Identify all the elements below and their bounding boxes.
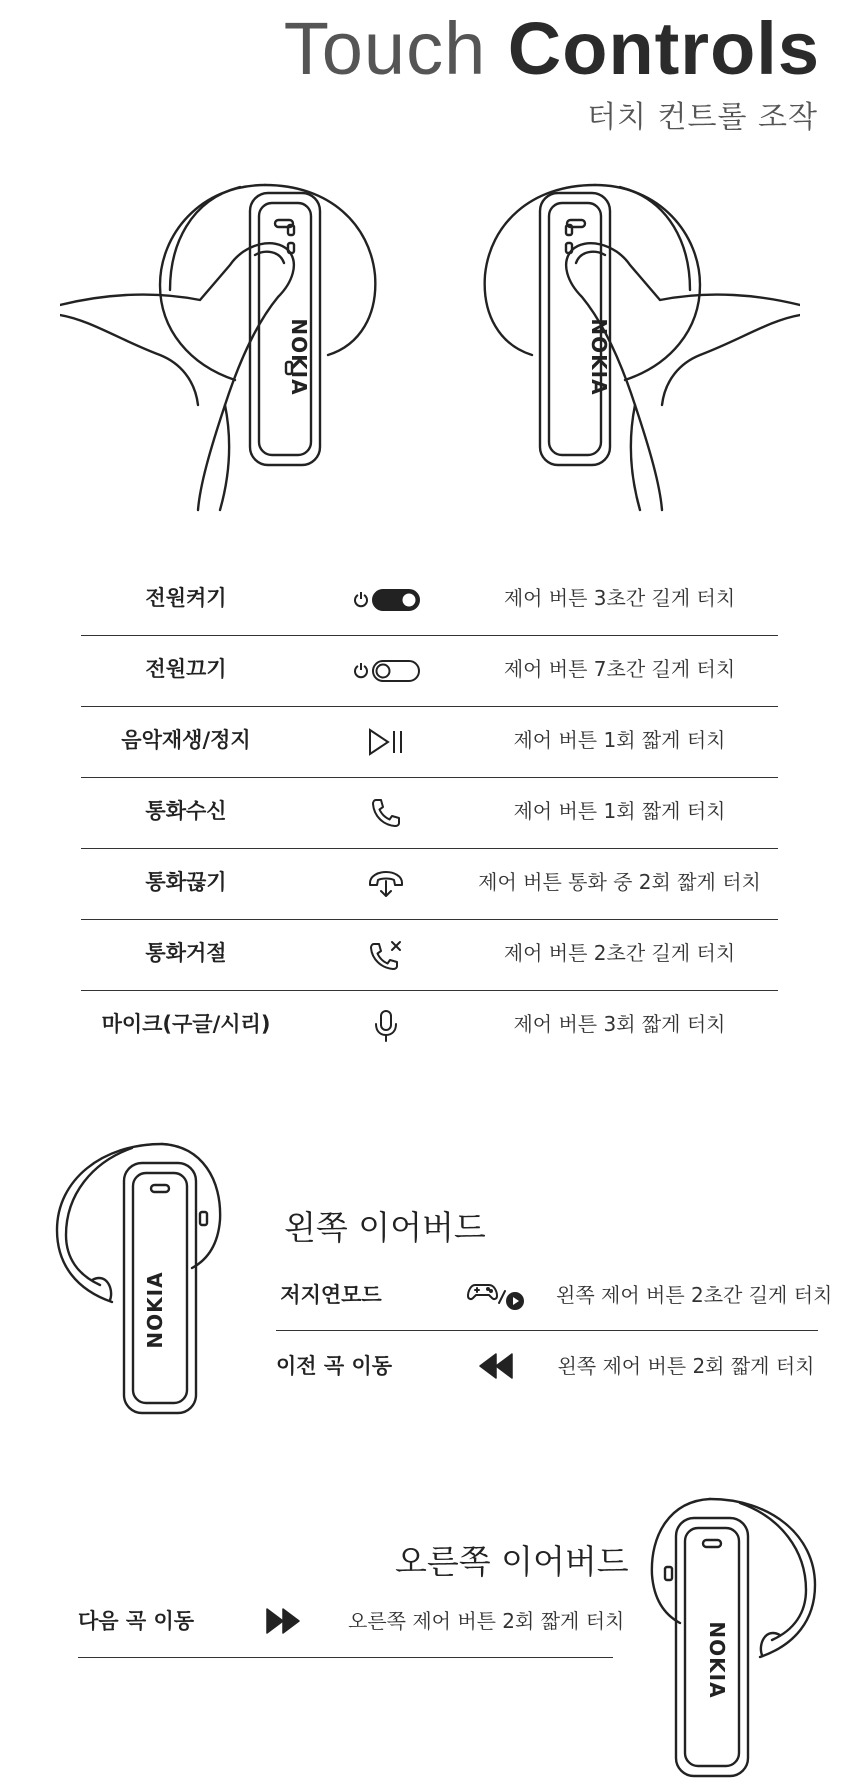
- table-row: [81, 565, 778, 636]
- control-name: 통화끊기: [145, 870, 227, 894]
- controls-table: [81, 565, 778, 1061]
- title-bold: Controls: [507, 7, 820, 90]
- title-light: Touch: [283, 7, 487, 90]
- control-name: 통화거절: [145, 941, 227, 965]
- left-earbud-hero: [60, 185, 375, 510]
- control-desc: 제어 버튼 통화 중 2회 짧게 터치: [478, 870, 761, 894]
- control-name: 전원끄기: [145, 657, 227, 681]
- left-hero-logo: NOKIA: [287, 318, 311, 396]
- table-row: [276, 1331, 816, 1401]
- control-desc: 제어 버튼 1회 짧게 터치: [513, 728, 726, 752]
- control-name: 저지연모드: [280, 1283, 382, 1307]
- table-row: [78, 1586, 625, 1656]
- table-row: [81, 920, 778, 991]
- fast-forward-icon: [248, 1586, 318, 1656]
- control-desc: 제어 버튼 2초간 길게 터치: [503, 941, 736, 965]
- page-subtitle: 터치 컨트롤 조작: [587, 100, 818, 135]
- page-title: [284, 8, 820, 89]
- control-desc: 제어 버튼 3초간 길게 터치: [503, 586, 736, 610]
- power-off-toggle-icon: [321, 636, 451, 706]
- phone-reject-icon: [321, 920, 451, 990]
- control-name: 전원켜기: [145, 586, 227, 610]
- play-pause-icon: [321, 707, 451, 777]
- control-name: 음악재생/정지: [121, 728, 251, 752]
- right-earbud-title: 오른쪽 이어버드: [395, 1542, 629, 1581]
- power-on-toggle-icon: [321, 565, 451, 635]
- table-row: [81, 707, 778, 778]
- table-row: [276, 1260, 833, 1330]
- control-desc: 제어 버튼 1회 짧게 터치: [513, 799, 726, 823]
- table-row: [81, 849, 778, 920]
- row-divider: [78, 1657, 613, 1658]
- control-desc: 제어 버튼 3회 짧게 터치: [513, 1012, 726, 1036]
- control-desc: 제어 버튼 7초간 길게 터치: [503, 657, 736, 681]
- left-earbud-illustration: [52, 1140, 222, 1420]
- control-desc: 왼쪽 제어 버튼 2회 짧게 터치: [557, 1354, 815, 1378]
- right-earbud-illustration: [650, 1495, 820, 1780]
- left-earbud-title: 왼쪽 이어버드: [284, 1208, 486, 1247]
- control-desc: 오른쪽 제어 버튼 2회 짧게 터치: [348, 1609, 625, 1633]
- microphone-icon: [321, 991, 451, 1061]
- phone-answer-icon: [321, 778, 451, 848]
- control-desc: 왼쪽 제어 버튼 2초간 길게 터치: [556, 1283, 833, 1307]
- hero-earbuds-illustration: [60, 165, 800, 515]
- control-name: 마이크(구글/시리): [101, 1012, 271, 1036]
- table-row: [81, 636, 778, 707]
- right-hero-logo: NOKIA: [587, 318, 611, 396]
- gamepad-play-icon: [461, 1260, 531, 1330]
- left-earbud-logo: NOKIA: [143, 1271, 167, 1349]
- right-earbud-hero: [485, 185, 800, 510]
- table-row: [81, 778, 778, 849]
- right-earbud-logo: NOKIA: [705, 1621, 729, 1699]
- phone-hangup-icon: [321, 849, 451, 919]
- rewind-icon: [461, 1331, 531, 1401]
- table-row: [81, 991, 778, 1061]
- control-name: 다음 곡 이동: [78, 1609, 195, 1633]
- control-name: 통화수신: [145, 799, 227, 823]
- control-name: 이전 곡 이동: [276, 1354, 393, 1378]
